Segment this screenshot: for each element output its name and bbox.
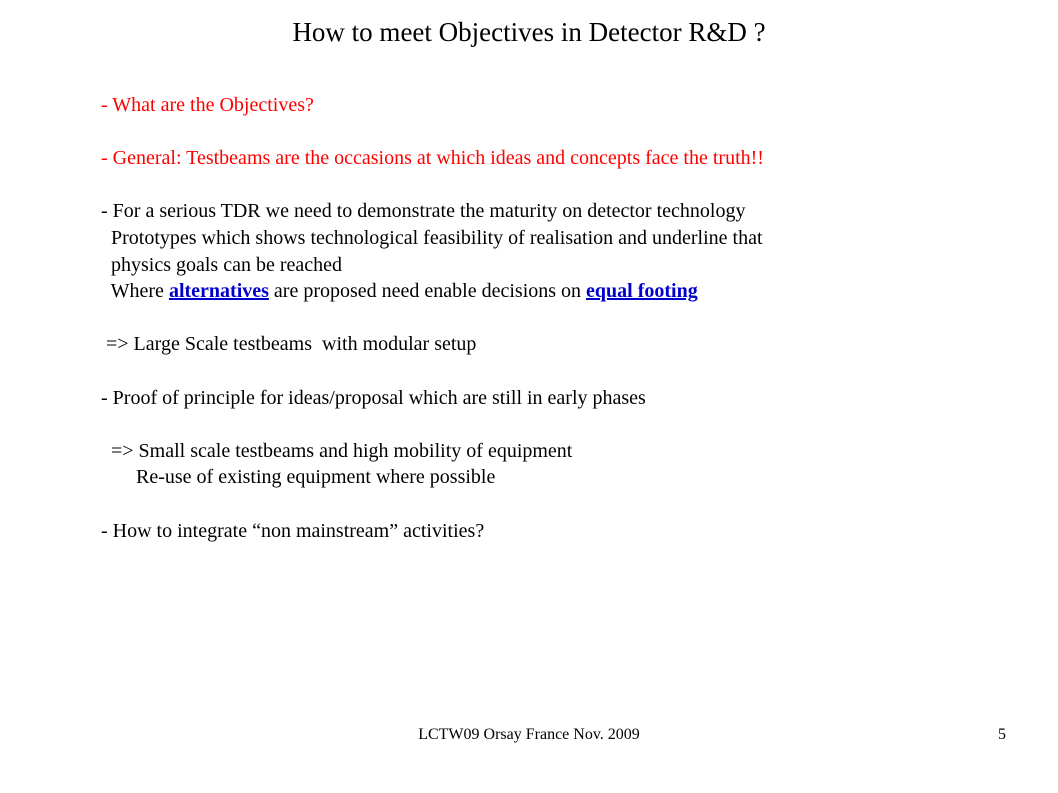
reuse-equipment-line: Re-use of existing equipment where possible bbox=[101, 466, 496, 489]
alternatives-line-prefix: Where bbox=[101, 280, 169, 303]
tdr-maturity-line: - For a serious TDR we need to demonstrate the maturity on detector technology bbox=[101, 200, 746, 223]
blank-line bbox=[101, 411, 1021, 438]
blank-line bbox=[101, 305, 1021, 332]
blank-line bbox=[101, 358, 1021, 385]
physics-goals-line: physics goals can be reached bbox=[101, 253, 343, 276]
page-number: 5 bbox=[998, 726, 1006, 743]
alternatives-line-middle: are proposed need enable decisions on bbox=[268, 280, 587, 303]
blank-line bbox=[101, 119, 1021, 146]
equal-footing-link[interactable]: equal footing bbox=[586, 280, 698, 303]
slide-body bbox=[101, 92, 1021, 544]
general-testbeams-line: - General: Testbeams are the occasions at which ideas and concepts face the truth!! bbox=[101, 147, 764, 170]
proof-of-principle-line: - Proof of principle for ideas/proposal which are still in early phases bbox=[101, 386, 646, 409]
alternatives-link[interactable]: alternatives bbox=[168, 280, 269, 303]
blank-line bbox=[101, 491, 1021, 518]
slide-title: How to meet Objectives in Detector R&D ? bbox=[292, 17, 766, 47]
blank-line bbox=[101, 172, 1021, 199]
non-mainstream-line: - How to integrate “non mainstream” activities? bbox=[101, 519, 485, 542]
prototypes-line: Prototypes which shows technological feasibility of realisation and underline that bbox=[101, 226, 763, 249]
objectives-question-line: - What are the Objectives? bbox=[101, 94, 314, 116]
footer-event-label: LCTW09 Orsay France Nov. 2009 bbox=[418, 726, 640, 743]
large-scale-testbeams-line: => Large Scale testbeams with modular setup bbox=[101, 333, 477, 356]
alternatives-line bbox=[101, 278, 1021, 305]
small-scale-testbeams-line: => Small scale testbeams and high mobility of equipment bbox=[101, 439, 573, 462]
